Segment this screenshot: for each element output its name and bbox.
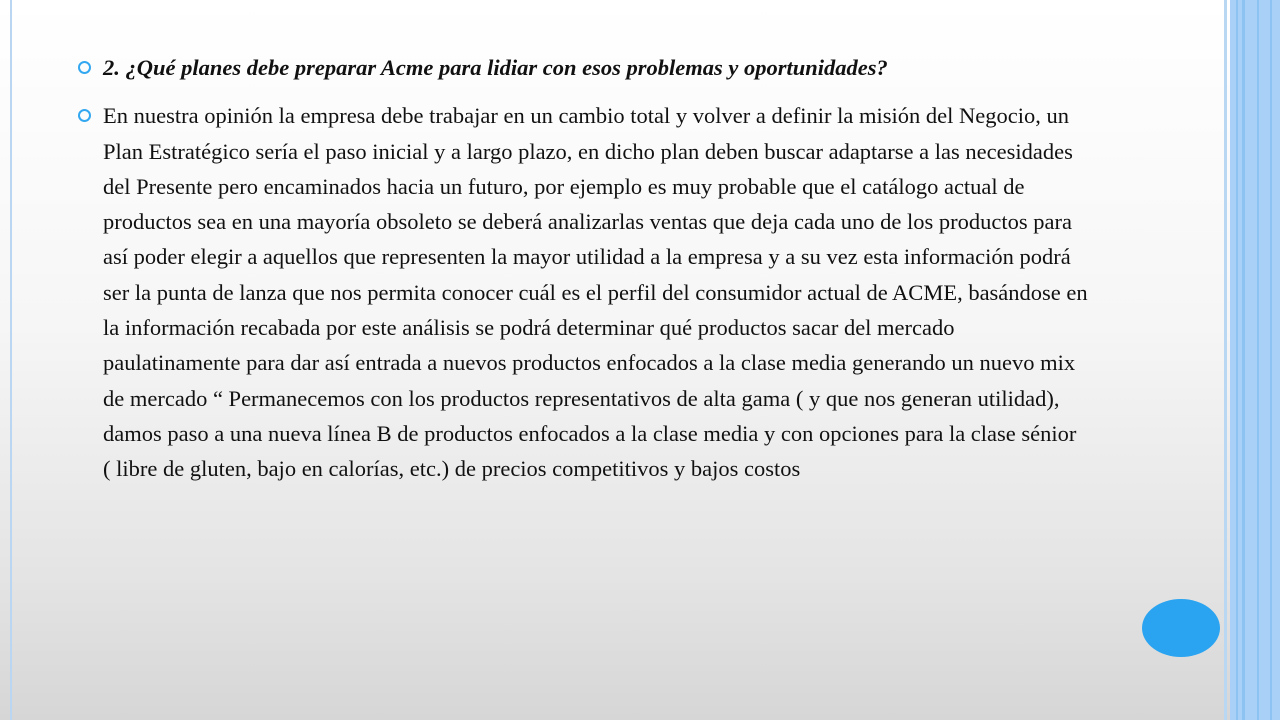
frame-left-line [10,0,12,720]
stripe-line [1270,0,1272,720]
ring-bullet-icon [78,109,91,122]
decorative-circle [1142,599,1220,657]
ring-bullet-icon [78,61,91,74]
stripe-line [1257,0,1259,720]
question-text: 2. ¿Qué planes debe preparar Acme para lidiar con esos problemas y oportunidades? [103,55,888,80]
slide-content [78,50,1088,500]
stripe-line [1242,0,1245,720]
stripe-line [1236,0,1238,720]
answer-bullet [78,98,1088,486]
answer-text: En nuestra opinión la empresa debe trabajar en un cambio total y volver a definir la misión del Negocio, un Plan Estratégico sería el paso inicial y a largo plazo, en dicho plan deben buscar adaptarse a las necesidades del Presente pero encaminados hacia un futuro, por ejemplo es muy probable que el catálogo actual de productos sea en una mayoría obsoleto se deberá analizarlas ventas que deja cada uno de los productos para así poder elegir a aquellos que representen la mayor utilidad a la empresa y a su vez esta información podrá ser la punta de lanza que nos permita conocer cuál es el perfil del consumidor actual de ACME, basándose en la información recabada por este análisis se podrá determinar qué productos sacar del mercado paulatinamente para dar así entrada a nuevos productos enfocados a la clase media generando un nuevo mix de mercado “ Permanecemos con los productos representativos de alta gama ( y que nos generan utilidad), damos paso a una nueva línea B de productos enfocados a la clase media y con opciones para la clase sénior ( libre de gluten, bajo en calorías, etc.) de precios competitivos y bajos costos [103,103,1088,482]
question-bullet [78,50,1088,85]
decorative-stripe-band [1230,0,1280,720]
frame-right-line [1224,0,1227,720]
